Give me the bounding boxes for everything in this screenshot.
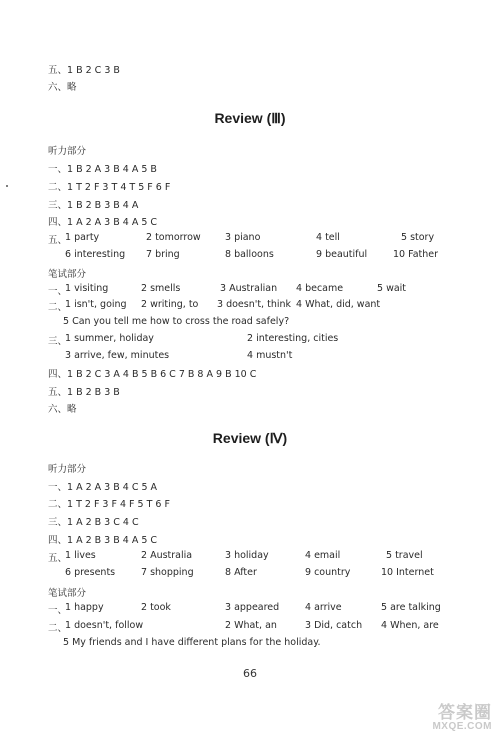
answer-cell: 4 tell (316, 232, 340, 243)
answer-line-l2: 二、1 T 2 F 3 F 4 F 5 T 6 F (48, 499, 170, 510)
answer-cell: 2 interesting, cities (247, 333, 339, 344)
answer-line-top-5: 五、1 B 2 C 3 B (48, 65, 120, 76)
answer-line-l3: 三、1 B 2 B 3 B 4 A (48, 200, 139, 211)
heading-writing-4: 笔试部分 (48, 588, 87, 599)
answer-cell: 3 arrive, few, minutes (65, 350, 170, 361)
answer-cell: 8 After (225, 567, 257, 578)
answer-cell: 4 became (296, 283, 344, 294)
answer-line-l4: 四、1 A 2 A 3 B 4 A 5 C (48, 217, 158, 228)
answer-label-w2: 二、 (48, 302, 68, 313)
page-number: 66 (243, 667, 257, 680)
watermark-text-bottom: MXQE.COM (432, 721, 492, 732)
answer-cell: 2 Australia (141, 550, 193, 561)
answer-cell: 2 writing, to (141, 299, 199, 310)
answer-cell: 7 shopping (141, 567, 194, 578)
answer-line-w2-5: 5 Can you tell me how to cross the road safely? (63, 316, 290, 327)
answer-cell: 3 piano (225, 232, 261, 243)
watermark-text-top: 答案圈 (438, 703, 492, 722)
answer-cell: 5 travel (386, 550, 423, 561)
answer-cell: 10 Father (393, 249, 439, 260)
heading-listening-4: 听力部分 (48, 464, 87, 475)
watermark-logo (414, 698, 494, 732)
answer-cell: 1 summer, holiday (65, 333, 154, 344)
answer-line-l1: 一、1 A 2 A 3 B 4 C 5 A (48, 482, 158, 493)
answer-cell: 1 visiting (65, 283, 109, 294)
answer-cell: 7 bring (146, 249, 180, 260)
answer-cell: 2 What, an (225, 620, 277, 631)
answer-line-w2-5: 5 My friends and I have different plans for the holiday. (63, 637, 321, 648)
section-title-review-4: Review (Ⅳ) (212, 430, 288, 446)
answer-line-l4: 四、1 A 2 B 3 B 4 A 5 C (48, 535, 158, 546)
answer-cell: 2 tomorrow (146, 232, 201, 243)
answer-cell: 4 What, did, want (296, 299, 381, 310)
answer-cell: 5 are talking (381, 602, 441, 613)
answer-cell: 1 isn't, going (65, 299, 127, 310)
answer-label-w2: 二、 (48, 623, 68, 634)
answer-cell: 3 Did, catch (305, 620, 363, 631)
answer-cell: 9 country (305, 567, 351, 578)
answer-cell: 4 email (305, 550, 341, 561)
answer-cell: 1 lives (65, 550, 96, 561)
answer-cell: 3 holiday (225, 550, 269, 561)
answer-cell: 5 story (401, 232, 435, 243)
answer-line-l1: 一、1 B 2 A 3 B 4 A 5 B (48, 164, 157, 175)
answer-cell: 1 party (65, 232, 100, 243)
answer-cell: 3 appeared (225, 602, 280, 613)
answer-cell: 4 When, are (381, 620, 439, 631)
answer-line-w4: 四、1 B 2 C 3 A 4 B 5 B 6 C 7 B 8 A 9 B 10 C (48, 369, 257, 380)
answer-cell: 1 happy (65, 602, 104, 613)
answer-line-w6: 六、略 (48, 404, 77, 415)
answer-cell: 8 balloons (225, 249, 274, 260)
answer-cell: 2 took (141, 602, 171, 613)
answer-cell: 9 beautiful (316, 249, 368, 260)
answer-cell: 1 doesn't, follow (65, 620, 144, 631)
answer-cell: 2 smells (141, 283, 181, 294)
answer-cell: 4 mustn't (247, 350, 293, 361)
stray-mark (6, 185, 8, 187)
answer-label-w3: 三、 (48, 336, 68, 347)
heading-listening-3: 听力部分 (48, 146, 87, 157)
answer-line-l3: 三、1 A 2 B 3 C 4 C (48, 517, 139, 528)
answer-line-top-6: 六、略 (48, 82, 77, 93)
answer-label-l5: 五、 (48, 553, 68, 564)
answer-label-l5: 五、 (48, 235, 68, 246)
answer-cell: 5 wait (377, 283, 407, 294)
answer-cell: 10 Internet (381, 567, 434, 578)
answer-label-w1: 一、 (48, 605, 68, 616)
answer-cell: 3 doesn't, think (217, 299, 292, 310)
answer-cell: 6 presents (65, 567, 116, 578)
answer-cell: 4 arrive (305, 602, 342, 613)
section-title-review-3: Review (Ⅲ) (214, 110, 286, 126)
answer-cell: 6 interesting (65, 249, 126, 260)
answer-cell: 3 Australian (220, 283, 278, 294)
answer-line-l2: 二、1 T 2 F 3 T 4 T 5 F 6 F (48, 182, 171, 193)
answer-label-w1: 一、 (48, 286, 68, 297)
answer-line-w5: 五、1 B 2 B 3 B (48, 387, 120, 398)
heading-writing-3: 笔试部分 (48, 269, 87, 280)
